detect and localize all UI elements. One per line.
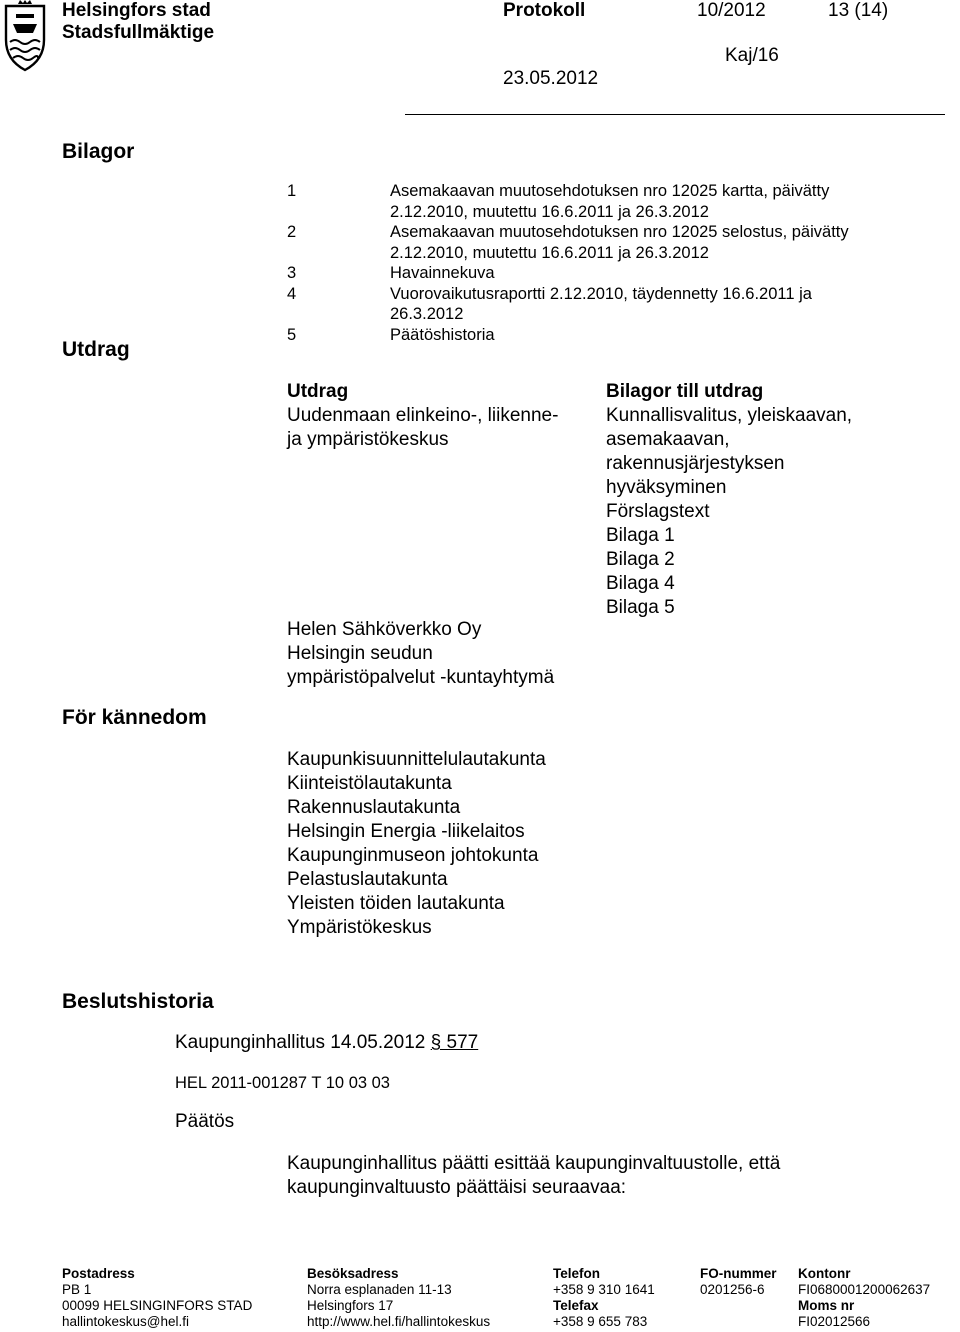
beslutshistoria-heading: Beslutshistoria <box>62 990 214 1013</box>
utdrag-recipients-2 <box>287 618 554 690</box>
attachment: hyväksyminen <box>606 477 727 498</box>
attachment: asemakaavan, <box>606 429 730 450</box>
recipient: Helen Sähköverkko Oy <box>287 619 482 640</box>
attachment: Bilaga 4 <box>606 573 675 594</box>
utdrag-col-heading: Utdrag <box>287 381 349 402</box>
list-item: Kaupunkisuunnittelulautakunta <box>287 749 546 770</box>
list-item: Kiinteistölautakunta <box>287 773 452 794</box>
doc-type: Protokoll <box>503 0 586 21</box>
attachments-heading: Bilagor till utdrag <box>606 381 764 402</box>
list-item: Rakennuslautakunta <box>287 797 461 818</box>
recipient: Helsingin seudun <box>287 643 433 664</box>
kannedom-list <box>287 748 546 940</box>
attachment: Kunnallisvalitus, yleiskaavan, <box>606 405 853 426</box>
list-item: Kaupunginmuseon johtokunta <box>287 845 539 866</box>
utdrag-recipients <box>287 380 558 452</box>
attachment: rakennusjärjestyksen <box>606 453 785 474</box>
org-name: Helsingfors stad <box>62 0 211 21</box>
list-item: 3 Havainnekuva <box>287 264 495 282</box>
recipient: ympäristöpalvelut -kuntayhtymä <box>287 667 555 688</box>
meeting-name: Kaupunginhallitus 14.05.2012 <box>175 1032 426 1053</box>
attachment: Bilaga 1 <box>606 525 675 546</box>
decision-text: Kaupunginhallitus päätti esittää kaupunginvaltuustolle, että kaupunginvaltuusto päättäisi seuraavaa: <box>287 1153 781 1198</box>
utdrag-attachments <box>606 380 852 620</box>
recipient: Uudenmaan elinkeino-, liikenne- <box>287 405 559 426</box>
utdrag-heading: Utdrag <box>62 338 130 361</box>
footer-phone: Telefon +358 9 310 1641 Telefax +358 9 655 783 <box>553 1266 655 1329</box>
attachment: Förslagstext <box>606 501 710 522</box>
footer-besoksadress: Besöksadress Norra esplanaden 11-13 Helsingfors 17 http://www.hel.fi/hallintokeskus <box>307 1266 491 1329</box>
doc-number: 10/2012 <box>697 0 766 21</box>
meeting-section: § 577 <box>430 1032 479 1053</box>
list-item: Pelastuslautakunta <box>287 869 448 890</box>
header-rule <box>405 114 945 115</box>
section-ref: Kaj/16 <box>725 45 779 66</box>
list-item: 5 Päätöshistoria <box>287 325 495 344</box>
footer-fo: FO-nummer 0201256-6 <box>700 1266 777 1297</box>
footer-postadress: Postadress PB 1 00099 HELSINGINFORS STAD hallintokeskus@hel.fi <box>62 1266 253 1329</box>
list-item: 4 Vuorovaikutusraportti 2.12.2010, täydennetty 16.6.2011 ja 26.3.2012 <box>287 284 812 323</box>
meeting-line <box>175 1031 478 1055</box>
footer-konto: Kontonr FI0680001200062637 Moms nr FI02012566 <box>798 1266 931 1329</box>
decision-label: Päätös <box>175 1111 235 1132</box>
list-item: 2 Asemakaavan muutosehdotuksen nro 12025 selostus, päivätty 2.12.2010, muutettu 16.6.2011 ja 26.3.2012 <box>287 223 849 262</box>
bilagor-list <box>287 181 850 345</box>
list-item: Yleisten töiden lautakunta <box>287 893 505 914</box>
list-item: 1 Asemakaavan muutosehdotuksen nro 12025 kartta, päivätty 2.12.2010, muutettu 16.6.2011 ja 26.3.2012 <box>287 182 830 221</box>
attachment: Bilaga 2 <box>606 549 675 570</box>
case-id: HEL 2011-001287 T 10 03 03 <box>175 1074 390 1092</box>
list-item: Helsingin Energia -liikelaitos <box>287 821 525 842</box>
footer-email: hallintokeskus@hel.fi <box>62 1314 190 1329</box>
attachment: Bilaga 5 <box>606 597 675 618</box>
recipient: ja ympäristökeskus <box>287 429 449 450</box>
page-number: 13 (14) <box>828 0 889 21</box>
list-item: Ympäristökeskus <box>287 917 432 938</box>
footer-url: http://www.hel.fi/hallintokeskus <box>307 1314 491 1329</box>
org-body: Stadsfullmäktige <box>62 22 215 43</box>
helsinki-crest-icon <box>3 0 47 72</box>
kannedom-heading: För kännedom <box>62 706 207 729</box>
bilagor-heading: Bilagor <box>62 140 135 163</box>
doc-date: 23.05.2012 <box>503 68 599 89</box>
